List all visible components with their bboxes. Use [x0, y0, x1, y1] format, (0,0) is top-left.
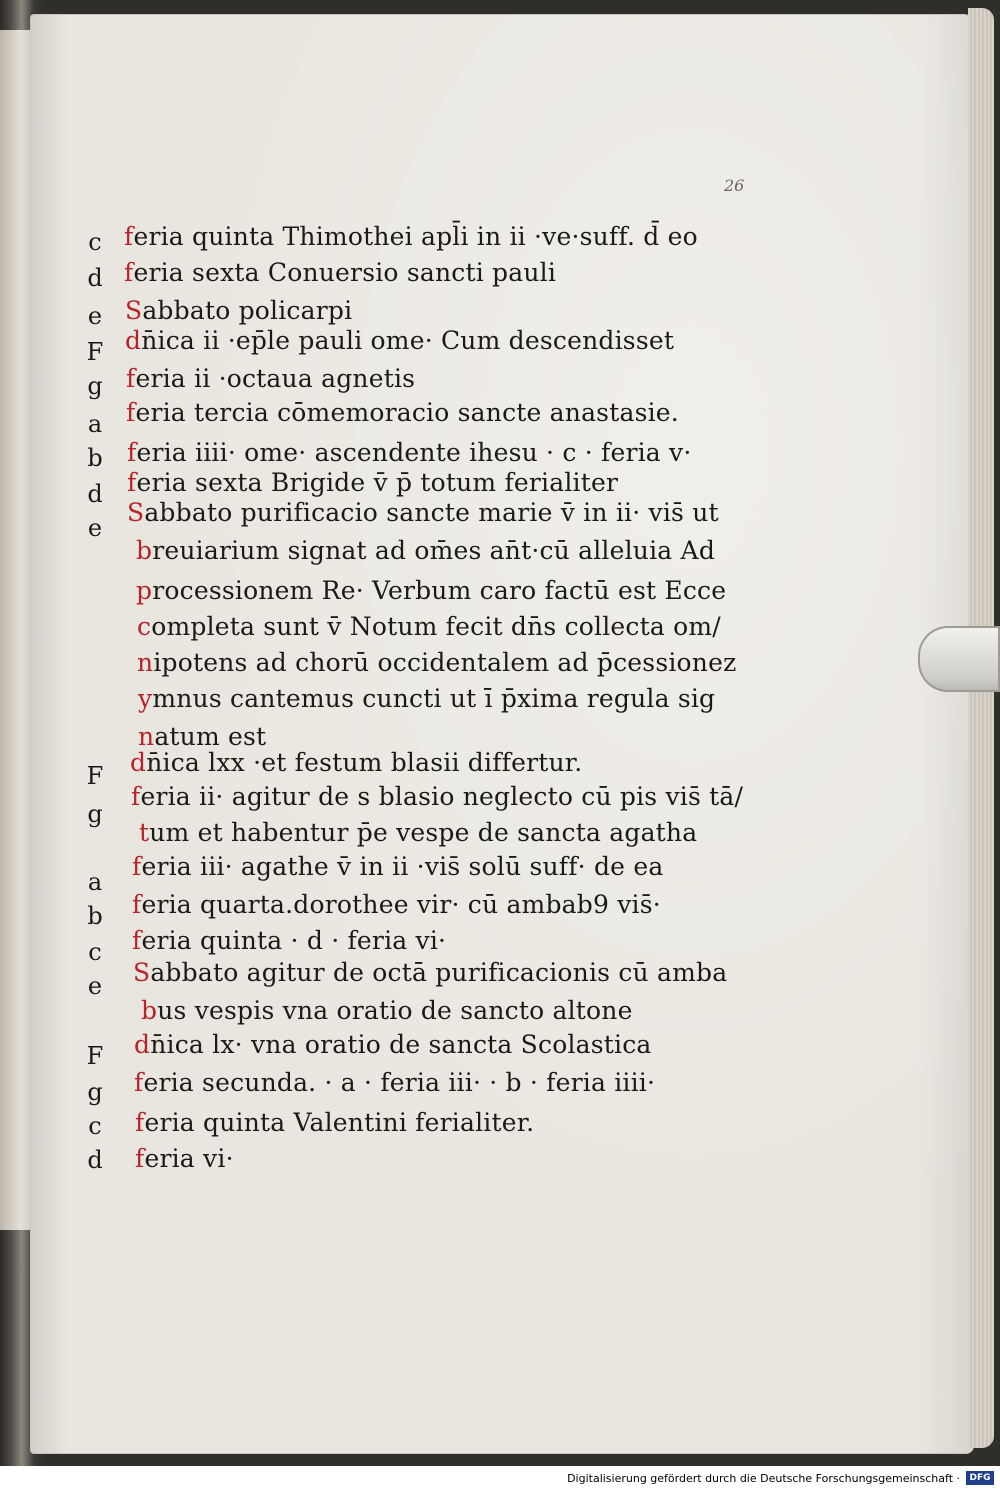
line-body: reuiarium signat ad om̄es an̄t·cū alleluia Ad	[152, 536, 716, 565]
rubricated-initial: d	[130, 748, 147, 777]
rubricated-initial: f	[131, 782, 141, 811]
calendar-line	[134, 1068, 655, 1097]
calendar-line	[127, 468, 618, 497]
rubricated-initial: f	[124, 222, 134, 251]
line-body: eria tercia cōmemoracio sancte anastasie.	[135, 398, 679, 427]
page-stack-edge	[968, 8, 994, 1448]
calendar-line	[137, 612, 721, 641]
rubricated-initial: f	[134, 1068, 144, 1097]
line-body: abbato purificacio sancte marie v̄ in ii· vis̄ ut	[144, 498, 719, 527]
page-clip	[918, 626, 1000, 692]
rubricated-initial: f	[132, 852, 142, 881]
dominical-letter: g	[87, 372, 103, 400]
rubricated-initial: p	[136, 576, 153, 605]
line-body: mnus cantemus cuncti ut ī p̄xima regula sig	[152, 684, 716, 713]
calendar-line	[141, 996, 633, 1025]
calendar-line	[134, 1030, 652, 1059]
facing-page-edge	[0, 30, 34, 1230]
line-body: eria ii ·octaua agnetis	[135, 364, 416, 393]
rubricated-initial: n	[138, 722, 155, 751]
line-body: eria quarta.dorothee vir· cū ambab9 vis̄·	[141, 890, 661, 919]
rubricated-initial: f	[135, 1144, 145, 1173]
line-body: eria iii· agathe v̄ in ii ·vis̄ solū suff· de ea	[141, 852, 664, 881]
calendar-line	[138, 722, 266, 751]
rubricated-initial: f	[124, 258, 134, 287]
dominical-letter: F	[86, 1042, 104, 1070]
calendar-line	[132, 926, 446, 955]
line-body: abbato agitur de octā purificacionis cū amba	[150, 958, 728, 987]
calendar-line	[124, 222, 698, 251]
rubricated-initial: b	[141, 996, 158, 1025]
calendar-line	[133, 958, 727, 987]
calendar-line	[137, 648, 736, 677]
line-body: eria vi·	[144, 1144, 234, 1173]
calendar-line	[126, 364, 415, 393]
line-body: eria sexta Conuersio sancti pauli	[133, 258, 557, 287]
calendar-line	[125, 326, 674, 355]
line-body: eria secunda. · a · feria iii· · b · feria iiii·	[143, 1068, 656, 1097]
footer-bar	[0, 1466, 1000, 1492]
rubricated-initial: f	[132, 926, 142, 955]
line-body: abbato policarpi	[142, 296, 353, 325]
dominical-letter: g	[87, 1078, 103, 1106]
line-body: eria quinta · d · feria vi·	[141, 926, 447, 955]
line-body: us vespis vna oratio de sancto altone	[157, 996, 633, 1025]
line-body: eria sexta Brigide v̄ p̄ totum ferialiter	[136, 468, 619, 497]
rubricated-initial: f	[135, 1108, 145, 1137]
line-body: eria ii· agitur de s blasio neglecto cū pis vis̄ tā/	[140, 782, 744, 811]
dominical-letter: c	[88, 938, 102, 966]
line-body: ompleta sunt v̄ Notum fecit dn̄s collecta om/	[151, 612, 721, 641]
rubricated-initial: f	[126, 398, 136, 427]
dominical-letter: e	[87, 302, 103, 330]
line-body: eria quinta Thimothei apl̄i in ii ·ve·suff. d̄ eo	[133, 222, 698, 251]
dominical-letter: c	[88, 1112, 102, 1140]
calendar-line	[135, 1108, 534, 1137]
line-body: n̄ica ii ·ep̄le pauli ome· Cum descendisset	[141, 326, 675, 355]
line-body: ipotens ad chorū occidentalem ad p̄cessionez	[153, 648, 737, 677]
calendar-line	[127, 498, 719, 527]
rubricated-initial: f	[132, 890, 142, 919]
calendar-line	[126, 398, 679, 427]
calendar-line	[135, 1144, 234, 1173]
rubricated-initial: d	[125, 326, 142, 355]
rubricated-initial: t	[139, 818, 150, 847]
line-body: eria quinta Valentini ferialiter.	[144, 1108, 535, 1137]
line-body: um et habentur p̄e vespe de sancta agatha	[149, 818, 698, 847]
dominical-letter: F	[86, 338, 104, 366]
rubricated-initial: b	[136, 536, 153, 565]
calendar-line	[125, 296, 352, 325]
dominical-letter: d	[87, 1146, 103, 1174]
dominical-letter: d	[87, 264, 103, 292]
calendar-line	[139, 818, 697, 847]
calendar-line	[124, 258, 556, 287]
dominical-letter: e	[87, 514, 103, 542]
rubricated-initial: d	[134, 1030, 151, 1059]
dominical-letter: b	[87, 902, 103, 930]
dominical-letter: g	[87, 800, 103, 828]
calendar-line	[132, 890, 661, 919]
calendar-line	[131, 782, 743, 811]
dominical-letter: F	[86, 762, 104, 790]
dominical-letter: e	[87, 972, 103, 1000]
folio-number: 26	[724, 176, 745, 195]
rubricated-initial: n	[137, 648, 154, 677]
rubricated-initial: S	[127, 498, 145, 527]
dominical-letter: d	[87, 480, 103, 508]
line-body: rocessionem Re· Verbum caro factū est Ecce	[152, 576, 727, 605]
rubricated-initial: f	[127, 468, 137, 497]
calendar-line	[132, 852, 663, 881]
dominical-letter: a	[87, 410, 103, 438]
calendar-line	[130, 748, 582, 777]
calendar-line	[136, 576, 726, 605]
calendar-line	[136, 536, 715, 565]
line-body: n̄ica lx· vna oratio de sancta Scolastica	[150, 1030, 652, 1059]
calendar-line	[138, 684, 715, 713]
funding-credit: Digitalisierung gefördert durch die Deutsche Forschungsgemeinschaft ·	[567, 1472, 960, 1485]
dominical-letter: b	[87, 444, 103, 472]
calendar-line	[127, 438, 692, 467]
line-body: eria iiii· ome· ascendente ihesu · c · feria v·	[136, 438, 692, 467]
rubricated-initial: c	[137, 612, 152, 641]
dfg-logo-icon: DFG	[966, 1471, 994, 1485]
dominical-letter: a	[87, 868, 103, 896]
rubricated-initial: S	[125, 296, 143, 325]
line-body: n̄ica lxx ·et festum blasii differtur.	[146, 748, 583, 777]
rubricated-initial: S	[133, 958, 151, 987]
rubricated-initial: f	[127, 438, 137, 467]
line-body: atum est	[154, 722, 267, 751]
rubricated-initial: f	[126, 364, 136, 393]
rubricated-initial: y	[138, 684, 153, 713]
dominical-letter: c	[88, 228, 102, 256]
